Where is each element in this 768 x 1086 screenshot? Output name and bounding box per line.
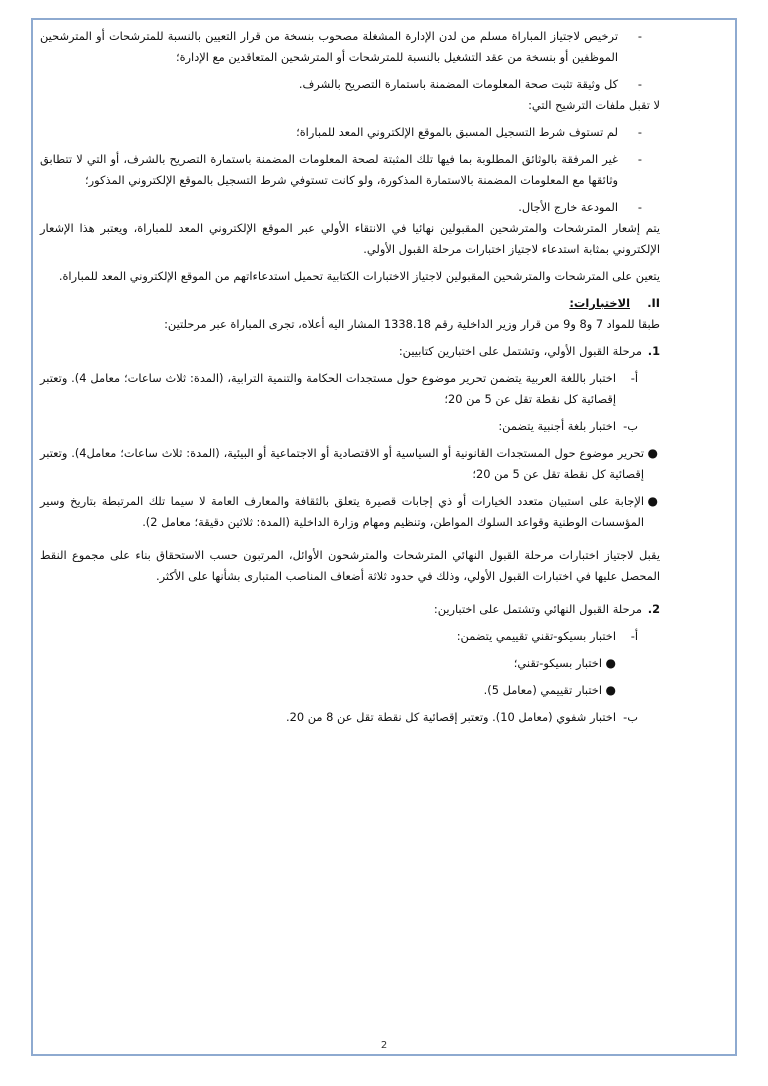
- sub-item-text: اختبار بسيكو-تقني تقييمي يتضمن:: [456, 629, 616, 643]
- list-item-text: المودعة خارج الأجال.: [518, 200, 618, 214]
- bullet-dot: ●: [647, 494, 658, 508]
- bullet-dot: ●: [605, 656, 616, 670]
- bullet-item: [40, 653, 660, 674]
- rejected-intro: لا تقبل ملفات الترشيح التي:: [528, 98, 660, 112]
- list-item: [40, 122, 660, 143]
- list-item: [40, 197, 660, 218]
- list-item-text: لم تستوف شرط التسجيل المسبق بالموقع الإلكتروني المعد للمباراة؛: [296, 125, 618, 139]
- page-number: 2: [380, 1040, 388, 1051]
- section-number: II.: [647, 296, 660, 310]
- document-body: [40, 26, 660, 728]
- list-dash: -: [637, 29, 642, 43]
- section-heading: [40, 293, 660, 314]
- list-item: [40, 74, 660, 95]
- notice-paragraph: يتم إشعار المترشحات والمترشحين المقبولين نهائيا في الانتقاء الأولي عبر الموقع الإلكتروني المعد للمباراة، ويعتبر هذا الإشعار الإلكتروني بمثابة استدعاء لاجتياز اختبارات مرحلة القبول الأولي.: [40, 221, 660, 256]
- list-item: [40, 149, 660, 191]
- section-title: الاختبارات:: [569, 296, 630, 310]
- bullet-text: تحرير موضوع حول المستجدات القانونية أو السياسية أو الاقتصادية أو الاجتماعية أو البيئية، (المدة: ثلاث ساعات؛ معامل4). وتعتبر إقصائية كل نقطة تقل عن 5 من 20؛: [40, 446, 645, 481]
- stage-number: 1.: [647, 344, 660, 358]
- bullet-item: [40, 680, 660, 701]
- list-dash: -: [637, 152, 642, 166]
- bullet-item: [40, 443, 660, 485]
- stage-heading: [40, 341, 660, 362]
- stage-heading: [40, 599, 660, 620]
- bullet-text: الإجابة على استبيان متعدد الخيارات أو ذي إجابات قصيرة يتعلق بالثقافة والمعارف العامة لا سيما تلك المرتبطة بتاريخ وسير المؤسسات الوطنية وقواعد السلوك المواطن، وتنظيم ومهام وزارة الداخلية (المدة: ثلاثين دقيقة؛ معامل 2).: [40, 494, 644, 529]
- stage-title: مرحلة القبول الأولي، وتشتمل على اختبارين كتابيين:: [398, 344, 642, 358]
- sub-item: [40, 626, 660, 647]
- list-dash: -: [637, 125, 642, 139]
- bullet-dot: ●: [605, 683, 616, 697]
- stage-number: 2.: [647, 602, 660, 616]
- bullet-text: اختبار بسيكو-تقني؛: [513, 656, 602, 670]
- sub-item-marker: أ-: [630, 629, 638, 643]
- download-paragraph: يتعين على المترشحات والمترشحين المقبولين لاجتياز الاختبارات الكتابية تحميل استدعاءاتهم من الموقع الإلكتروني المعد للمباراة.: [58, 269, 660, 283]
- sub-item-text: اختبار باللغة العربية يتضمن تحرير موضوع حول مستجدات الحكامة والتنمية الترابية، (المدة: ثلاث ساعات؛ معامل 4). وتعتبر إقصائية كل نقطة تقل عن 5 من 20؛: [40, 371, 616, 406]
- sub-item-marker: ب-: [623, 710, 638, 724]
- sub-item: [40, 707, 660, 728]
- section-intro: طبقا للمواد 7 و8 و9 من قرار وزير الداخلية رقم 1338.18 المشار اليه أعلاه، تجرى المباراة عبر مرحلتين:: [164, 317, 660, 331]
- list-item-text: كل وثيقة تثبت صحة المعلومات المضمنة باستمارة التصريح بالشرف.: [298, 77, 618, 91]
- sub-item-marker: ب-: [623, 419, 638, 433]
- list-item-text: ترخيص لاجتياز المباراة مسلم من لدن الإدارة المشغلة مصحوب بنسخة من قرار التعيين بالنسبة للمترشحات أو المترشحين الموظفين أو بنسخة من عقد التشغيل بالنسبة للمترشحات أو المترشحين المتعاقدين مع الإدارة؛: [40, 29, 618, 64]
- sub-item-marker: أ-: [630, 371, 638, 385]
- list-dash: -: [637, 200, 642, 214]
- list-item: [40, 26, 660, 68]
- bullet-item: [40, 491, 660, 533]
- sub-item: [40, 416, 660, 437]
- sub-item: [40, 368, 660, 410]
- bullet-dot: ●: [647, 446, 658, 460]
- bullet-text: اختبار تقييمي (معامل 5).: [483, 683, 602, 697]
- list-dash: -: [637, 77, 642, 91]
- stage-title: مرحلة القبول النهائي وتشتمل على اختبارين:: [433, 602, 642, 616]
- ranking-paragraph: يقبل لاجتياز اختبارات مرحلة القبول النهائي المترشحات والمترشحون الأوائل، المرتبون حسب الاستحقاق بناء على مجموع النقط المحصل عليها في اختبارات القبول الأولي، وذلك في حدود ثلاثة أضعاف المناصب المتبارى بشأنها على الأكثر.: [40, 548, 660, 583]
- list-item-text: غير المرفقة بالوثائق المطلوبة بما فيها تلك المثبتة لصحة المعلومات المضمنة باستمارة التصريح بالشرف، أو التي لا تتطابق وثائقها مع المعلومات المضمنة بالاستمارة المذكورة، ولو كانت تستوفي شرط التسجيل بالموقع الإلكتروني المذكور؛: [40, 152, 618, 187]
- sub-item-text: اختبار شفوي (معامل 10). وتعتبر إقصائية كل نقطة تقل عن 8 من 20.: [285, 710, 616, 724]
- sub-item-text: اختبار بلغة أجنبية يتضمن:: [498, 419, 616, 433]
